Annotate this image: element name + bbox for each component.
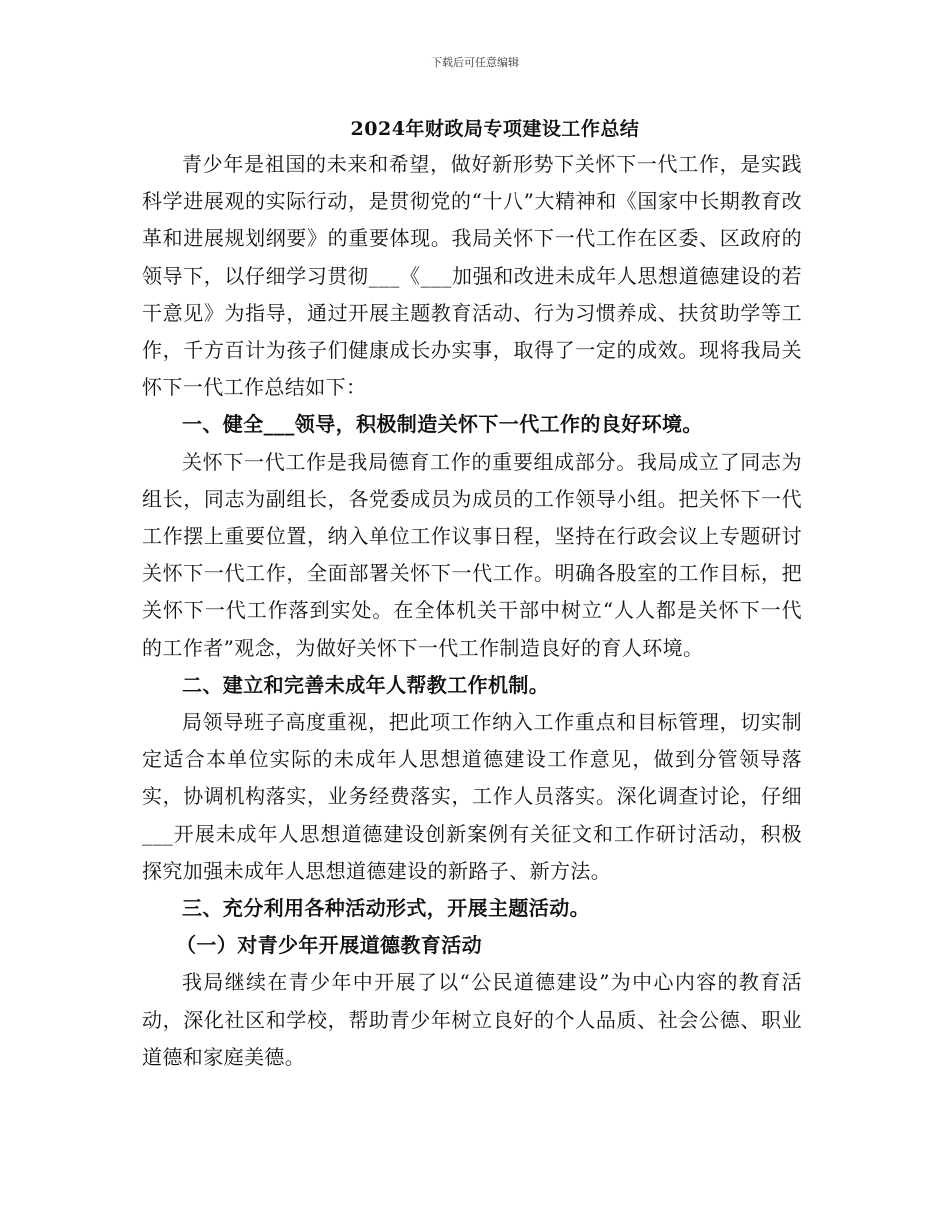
- document-body: [142, 146, 802, 1076]
- section-1-paragraph: 关怀下一代工作是我局德育工作的重要组成部分。我局成立了同志为组长，同志为副组长，各党委成员为成员的工作领导小组。把关怀下一代工作摆上重要位置，纳入单位工作议事日程，坚持在行政会议上专题研讨关怀下一代工作，全面部署关怀下一代工作。明确各股室的工作目标，把关怀下一代工作落到实处。在全体机关干部中树立“人人都是关怀下一代的工作者”观念，为做好关怀下一代工作制造良好的育人环境。: [142, 449, 802, 660]
- section-heading-1: 一、健全___领导，积极制造关怀下一代工作的良好环境。: [182, 412, 703, 437]
- section-heading-2: 二、建立和完善未成年人帮教工作机制。: [182, 672, 550, 697]
- subsection-heading-1: （一）对青少年开展道德教育活动: [176, 933, 482, 958]
- document-title: 2024年财政局专项建设工作总结: [350, 118, 640, 140]
- header-note: 下载后可任意编辑: [431, 56, 519, 69]
- section-3-paragraph: 我局继续在青少年中开展了以“公民道德建设”为中心内容的教育活动，深化社区和学校，帮助青少年树立良好的个人品质、社会公德、职业道德和家庭美德。: [142, 970, 802, 1069]
- section-2-paragraph: 局领导班子高度重视，把此项工作纳入工作重点和目标管理，切实制定适合本单位实际的未成年人思想道德建设工作意见，做到分管领导落实，协调机构落实，业务经费落实，工作人员落实。深化调查讨论，仔细___开展未成年人思想道德建设创新案例有关征文和工作研讨活动，积极探究加强未成年人思想道德建设的新路子、新方法。: [142, 710, 802, 883]
- intro-paragraph: 青少年是祖国的未来和希望，做好新形势下关怀下一代工作，是实践科学进展观的实际行动，是贯彻党的“十八”大精神和《国家中长期教育改革和进展规划纲要》的重要体现。我局关怀下一代工作在区委、区政府的领导下，以仔细学习贯彻___《___加强和改进未成年人思想道德建设的若干意见》为指导，通过开展主题教育活动、行为习惯养成、扶贫助学等工作，千方百计为孩子们健康成长办实事，取得了一定的成效。现将我局关怀下一代工作总结如下：: [142, 152, 802, 400]
- section-heading-3: 三、充分利用各种活动形式，开展主题活动。: [182, 896, 590, 921]
